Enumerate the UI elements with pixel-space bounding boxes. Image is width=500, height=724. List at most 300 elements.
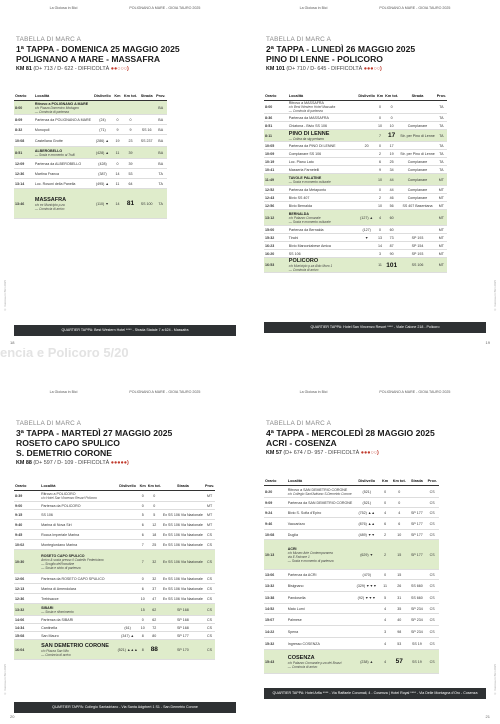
stage-km: KM 101 — [266, 66, 285, 72]
province-cell: CS — [425, 530, 439, 540]
province-cell: CS — [204, 584, 215, 594]
road-cell: SS 106 — [399, 258, 436, 273]
location-cell — [34, 101, 92, 115]
km-total-cell: 47 — [147, 594, 162, 604]
location-cell — [288, 258, 358, 273]
province-cell: TA — [436, 101, 447, 114]
km-cell: 9 — [113, 125, 122, 135]
location-note: c/o Piazza Domenico Modugno — [34, 105, 79, 110]
column-header: Orario — [264, 477, 287, 486]
province-cell: TA — [436, 158, 447, 166]
time-cell: 10:02 — [14, 540, 40, 550]
time-cell: 16:20 — [264, 250, 288, 258]
km-cell: 2 — [380, 540, 390, 570]
km-total-cell: 34 — [384, 166, 399, 174]
km-cell: 9 — [376, 166, 384, 174]
km-total-cell: 0 — [384, 114, 399, 122]
page-number: 19 — [485, 340, 490, 345]
location-note: c/o Museo Arte Contemporanea — [287, 550, 333, 555]
km-cell: 0 — [376, 101, 384, 114]
province-cell: MT — [436, 226, 447, 234]
road-cell — [399, 210, 436, 226]
km-cell — [113, 101, 122, 115]
time-cell: 15:00 — [264, 226, 288, 234]
location-note: c/o Best Western Hotel Massafra — [288, 105, 336, 109]
stage-route: ROSETO CAPO SPULICO — [16, 438, 120, 448]
difficulty-dots: ●●●○○) — [363, 66, 382, 72]
location-name: Partenza da ALBEROBELLO — [34, 161, 82, 166]
itinerary-row — [264, 202, 447, 210]
province-cell: CS — [204, 530, 215, 540]
km-total-cell: 53 — [390, 638, 408, 650]
time-cell: 8:36 — [264, 114, 288, 122]
road-cell: Str. per Pino di Lenne — [399, 130, 436, 142]
km-cell: 11 — [113, 147, 122, 159]
location-name: Palmese — [287, 617, 302, 622]
location-name: Rocca Imperiale Marina — [41, 532, 80, 537]
itinerary-row — [14, 125, 167, 135]
province-cell: CS — [425, 540, 439, 570]
road-cell: Ex SS 106 Via Nazionale — [162, 540, 204, 550]
province-cell: MT — [204, 520, 215, 530]
km-cell: 10 — [376, 122, 384, 130]
location-name: Monopoli — [34, 127, 50, 132]
location-cell — [288, 250, 358, 258]
stage-page-4 — [250, 384, 500, 724]
km-total-cell: 15 — [390, 570, 408, 580]
time-cell: 16:04 — [14, 640, 40, 660]
km-total-cell: 23 — [122, 135, 139, 147]
time-cell: 9:45 — [14, 530, 40, 540]
road-cell: Complanare — [399, 186, 436, 194]
location-note: — Sosta e stoto di partenza — [41, 565, 81, 570]
elevation-cell — [353, 604, 380, 614]
road-cell: SP 193 — [399, 250, 436, 258]
location-cell — [288, 174, 358, 186]
stage-route: PINO DI LENNE - POLICORO — [266, 54, 383, 64]
km-total-cell: 10 — [384, 122, 399, 130]
itinerary-row — [14, 510, 215, 520]
location-name: Loc. Pianu Lato — [288, 159, 314, 164]
location-note: via E.Falcone 1 — [287, 554, 310, 559]
header-right: POLIGNANO A MARE - GIOIA TAURO 2025 — [379, 390, 451, 394]
road-cell: SP 168 — [162, 624, 204, 632]
km-cell: 11 — [376, 258, 384, 273]
time-cell: 9:46 — [264, 518, 287, 530]
km-total-cell: 6 — [390, 518, 408, 530]
itinerary-row — [264, 250, 447, 258]
stage-page-3 — [0, 384, 250, 724]
time-cell: 9:15 — [14, 510, 40, 520]
km-total-cell: 32 — [147, 550, 162, 574]
km-cell: 10 — [376, 202, 384, 210]
stage-hotel-footer: QUARTIER TAPPA: Collegio Santadriano - Via Santa Adgrbert 1 S1 - San Demetrio Corone — [14, 702, 236, 713]
location-name: Martina Franca — [34, 171, 60, 176]
column-header: Dislivello — [92, 92, 113, 101]
km-cell: 4 — [380, 638, 390, 650]
location-name: Marina di Amendolara — [41, 586, 77, 591]
time-cell: 8:00 — [14, 101, 34, 115]
stage-distance — [16, 460, 234, 466]
elevation-cell: (428) — [92, 159, 113, 169]
province-cell: MT — [204, 502, 215, 510]
location-cell — [287, 650, 354, 674]
location-cell — [288, 186, 358, 194]
km-total-cell: 17 — [384, 130, 399, 142]
time-cell: 8:51 — [264, 122, 288, 130]
location-note: c/o Hotel San Vincenzo Resort Policoro — [41, 496, 97, 500]
itinerary-row — [264, 150, 447, 158]
elevation-cell — [117, 574, 139, 584]
stage-distance — [266, 450, 484, 456]
itinerary-row — [264, 498, 439, 508]
road-cell: SS 16 — [139, 125, 154, 135]
location-cell — [40, 624, 116, 632]
stage-hotel-footer: QUARTIER TAPPA: Best Western Hotel **** - Strada Statale 7 a 624 - Massafra — [14, 325, 236, 336]
km-total-cell: 4 — [390, 508, 408, 518]
km-total-cell: 44 — [384, 186, 399, 194]
itinerary-row — [264, 530, 439, 540]
location-cell — [287, 592, 354, 604]
km-total-cell: 53 — [122, 169, 139, 179]
header-left: La Gioiosa in Bici — [299, 6, 328, 10]
time-cell: 13:32 — [264, 580, 287, 592]
running-header — [250, 390, 500, 394]
province-cell: CS — [204, 604, 215, 616]
itinerary-row — [264, 604, 439, 614]
km-total-cell: 31 — [390, 592, 408, 604]
location-note: — Comincia di partenza — [288, 109, 323, 113]
location-note: — Colina da stg pertamo — [288, 136, 325, 141]
stage-title-block — [266, 420, 484, 456]
elevation-cell: (61) — [117, 624, 139, 632]
km-total-cell: 88 — [147, 640, 162, 660]
province-cell: CS — [204, 632, 215, 640]
km-cell: 0 — [376, 114, 384, 122]
time-cell: 8:51 — [14, 147, 34, 159]
location-name: COSENZA — [287, 654, 315, 661]
column-header: Località — [287, 477, 354, 486]
stage-hotel-footer: QUARTIER TAPPA: Hotel Arfla **** - Via Raffaele Corumali, 4 - Cosenza | Hotel Royal **** - Via Delle Montagna d'Oro - Cosenza — [264, 688, 486, 699]
stage-date: 2ª TAPPA - LUNEDÌ 26 MAGGIO 2025 — [266, 44, 416, 54]
province-cell: CS — [425, 592, 439, 604]
km-total-cell: 0 — [147, 491, 162, 502]
location-note: c/o Palazzo Comunale — [288, 215, 321, 220]
km-cell: 11 — [113, 179, 122, 189]
road-cell — [162, 491, 204, 502]
km-cell: 10 — [139, 624, 147, 632]
location-name: Partenza da SAN DEMETRIO CORONE — [287, 500, 353, 505]
location-name: MASSAFRA — [34, 196, 67, 203]
elevation-cell — [357, 250, 376, 258]
km-total-cell: 0 — [390, 498, 408, 508]
itinerary-row — [14, 616, 215, 624]
km-total-cell: 0 — [390, 486, 408, 498]
km-cell: 0 — [376, 186, 384, 194]
km-total-cell: 60 — [384, 226, 399, 234]
location-name: Bivio SS 407 — [288, 195, 310, 200]
column-header: Prov. — [425, 477, 439, 486]
itinerary-row — [264, 592, 439, 604]
time-cell: 8:11 — [264, 130, 288, 142]
province-cell: TA — [154, 179, 167, 189]
time-cell: 12:43 — [264, 194, 288, 202]
km-total-cell: 64 — [122, 179, 139, 189]
time-cell: 8:39 — [14, 491, 40, 502]
province-cell: CS — [425, 518, 439, 530]
stage-title-block — [266, 36, 484, 72]
itinerary-row — [14, 179, 167, 189]
column-header: Dislivello — [353, 477, 380, 486]
province-cell: MT — [436, 250, 447, 258]
column-header: Km — [380, 477, 390, 486]
road-cell: SP 177 — [162, 632, 204, 640]
time-cell: 10:08 — [264, 530, 287, 540]
stage-km: KM 81 — [16, 66, 32, 72]
elevation-cell — [357, 101, 376, 114]
location-cell — [40, 540, 116, 550]
km-cell: 0 — [376, 142, 384, 150]
elevation-cell — [357, 242, 376, 250]
km-total-cell: 90 — [384, 250, 399, 258]
location-name: Partenza da MASSAFRA — [288, 115, 329, 120]
stage-date: 1ª TAPPA - DOMENICA 25 MAGGIO 2025 — [16, 44, 180, 54]
km-total-cell — [122, 101, 139, 115]
km-cell: 4 — [380, 650, 390, 674]
time-cell: 12:36 — [14, 594, 40, 604]
road-cell: SP 168 — [162, 616, 204, 624]
province-cell: CS — [425, 508, 439, 518]
province-cell: MT — [436, 174, 447, 186]
km-cell: 14 — [376, 242, 384, 250]
elevation-cell: (470) — [353, 570, 380, 580]
km-cell: 14 — [113, 169, 122, 179]
province-cell: CS — [204, 550, 215, 574]
itinerary-row — [264, 486, 439, 498]
province-cell: MT — [204, 510, 215, 520]
time-cell: 15:43 — [264, 650, 287, 674]
itinerary-table — [264, 477, 439, 674]
km-total-cell: 46 — [384, 194, 399, 202]
time-cell: 12:09 — [14, 159, 34, 169]
location-name: San Mauro — [41, 633, 59, 638]
km-total-cell: 12 — [147, 520, 162, 530]
location-cell — [288, 210, 358, 226]
time-cell: 15:07 — [264, 614, 287, 626]
location-name: Ritrovo a POLICORO — [41, 492, 76, 496]
province-cell: CS — [204, 624, 215, 632]
location-note: — Scoglio dell'Incudine — [41, 561, 75, 566]
elevation-cell: (521) — [353, 486, 380, 498]
time-cell: 13:38 — [264, 592, 287, 604]
km-total-cell: 18 — [147, 530, 162, 540]
time-cell: 9:00 — [14, 502, 40, 510]
itinerary-row — [264, 626, 439, 638]
km-cell: 7 — [376, 130, 384, 142]
itinerary-row — [14, 530, 215, 540]
province-cell: TA — [436, 166, 447, 174]
time-cell: 14:34 — [14, 624, 40, 632]
side-credit: © Gioiosa in Bici 2025 — [3, 664, 7, 696]
road-cell: SS 660 — [408, 580, 425, 592]
km-cell: 19 — [113, 135, 122, 147]
km-cell: 15 — [139, 604, 147, 616]
road-cell: SS 19 — [408, 650, 425, 674]
location-name: Spena — [287, 629, 299, 634]
km-cell: 0 — [380, 570, 390, 580]
road-cell — [399, 226, 436, 234]
location-note: c/o Municipio p.za Aldo Moro 1 — [288, 264, 333, 268]
road-cell: Str. per Pino di Lenne — [400, 151, 435, 156]
province-cell: MT — [436, 258, 447, 273]
itinerary-row — [264, 101, 447, 114]
location-cell — [288, 114, 358, 122]
km-total-cell: 39 — [122, 159, 139, 169]
time-cell: 13:12 — [264, 210, 288, 226]
province-cell: CS — [425, 486, 439, 498]
stage-elevation: (D+ 674 / D- 957 - DIFFICOLTÀ — [283, 450, 360, 456]
road-cell: SP 154 — [399, 242, 436, 250]
km-total-cell: 19 — [384, 150, 399, 158]
table-label: TABELLA DI MARC A — [266, 36, 332, 43]
side-credit: © Gioiosa in Bici 2025 — [493, 664, 497, 696]
elevation-cell — [117, 491, 139, 502]
time-cell: 10:41 — [264, 166, 288, 174]
road-cell: SP 170 — [162, 640, 204, 660]
km-cell: 2 — [376, 150, 384, 158]
itinerary-row — [264, 242, 447, 250]
stage-elevation: (D+ 713 / D- 622 - DIFFICOLTÀ — [33, 66, 110, 72]
elevation-cell — [357, 194, 376, 202]
location-name: Castellana Grotte — [34, 138, 63, 143]
elevation-cell — [357, 174, 376, 186]
elevation-cell — [357, 158, 376, 166]
column-header: Km tot. — [147, 482, 162, 491]
road-cell: Complanare — [399, 122, 436, 130]
location-cell — [34, 179, 92, 189]
location-cell — [34, 147, 92, 159]
location-name: ROSETO CAPO SPULICO — [41, 553, 85, 558]
province-cell: CS — [204, 640, 215, 660]
time-cell: 8:20 — [264, 486, 287, 498]
km-total-cell: 101 — [384, 258, 399, 273]
elevation-cell: (110) ▼ — [92, 189, 113, 219]
location-name: Chiatona - Bivio SS 106 — [288, 123, 327, 128]
itinerary-row — [264, 638, 439, 650]
page-number: 21 — [485, 714, 490, 719]
stage-km: KM 88 — [16, 460, 32, 466]
column-header: Prov. — [436, 92, 447, 101]
stage-route-2: S. DEMETRIO CORONE — [16, 448, 112, 458]
location-cell — [287, 498, 354, 508]
km-total-cell: 57 — [390, 650, 408, 674]
location-cell — [40, 491, 116, 502]
location-name: Cantinella — [41, 625, 58, 630]
side-credit: © Gioiosa in Bici 2025 — [493, 280, 497, 312]
column-header: Strada — [139, 92, 154, 101]
itinerary-row — [264, 650, 439, 674]
itinerary-row — [264, 210, 447, 226]
location-name: Vaccarizzo — [287, 521, 306, 526]
km-cell: 0 — [139, 574, 147, 584]
elevation-cell — [357, 186, 376, 194]
elevation-cell: (347) ▲ — [117, 632, 139, 640]
elevation-cell: (752) ▲▲ — [353, 508, 380, 518]
elevation-cell — [117, 530, 139, 540]
location-name: Partenza da SIBARI — [41, 617, 74, 622]
km-total-cell: 15 — [390, 540, 408, 570]
km-cell: 7 — [139, 550, 147, 574]
column-header: Km tot. — [384, 92, 399, 101]
elevation-cell — [117, 502, 139, 510]
elevation-cell: (71) — [92, 125, 113, 135]
itinerary-row — [264, 540, 439, 570]
location-name: Bivio S. Sofia d'Epiro — [287, 510, 322, 515]
km-total-cell: 25 — [147, 540, 162, 550]
road-cell — [408, 570, 425, 580]
itinerary-row — [14, 594, 215, 604]
location-note: — Comincia di arrivo — [41, 652, 71, 657]
road-cell: Complanare — [399, 166, 436, 174]
km-cell: 0 — [113, 159, 122, 169]
province-cell: CS — [425, 498, 439, 508]
location-note: — Comincia di arrivo — [34, 206, 65, 211]
time-cell: 9:24 — [264, 508, 287, 518]
background-text-strip — [0, 348, 500, 384]
km-cell: 11 — [380, 580, 390, 592]
province-cell: MT — [204, 491, 215, 502]
elevation-cell — [357, 122, 376, 130]
location-name: Partenza da ROSETO CAPO SPULICO — [41, 576, 105, 581]
location-note: — Sosta e rifornimento — [41, 609, 74, 614]
table-header-row — [264, 92, 447, 101]
itinerary-row — [14, 632, 215, 640]
running-header — [0, 390, 250, 394]
km-cell: 4 — [376, 210, 384, 226]
km-total-cell: 37 — [147, 584, 162, 594]
location-name: Masseria Farnetelli — [288, 167, 320, 172]
km-cell: 6 — [139, 530, 147, 540]
page-number: 20 — [10, 714, 15, 719]
km-cell: 0 — [380, 498, 390, 508]
km-cell: 7 — [139, 540, 147, 550]
location-cell — [34, 115, 92, 125]
province-cell: MT — [436, 202, 447, 210]
location-name: Mato Lumi — [287, 606, 305, 611]
road-cell: SP 193 — [399, 234, 436, 242]
province-cell: BA — [154, 147, 167, 159]
km-total-cell: 44 — [384, 174, 399, 186]
province-cell: TA — [436, 150, 447, 158]
location-cell — [287, 638, 354, 650]
stage-distance — [16, 66, 234, 72]
difficulty-dots: ●●○○○) — [110, 66, 129, 72]
km-cell: 0 — [139, 616, 147, 624]
location-cell — [34, 169, 92, 179]
location-cell — [288, 101, 358, 114]
km-cell: 8 — [139, 632, 147, 640]
location-cell — [34, 159, 92, 169]
road-cell: SS 19 — [408, 638, 425, 650]
province-cell: CS — [425, 626, 439, 638]
location-note: — Comincia di arrivo — [287, 664, 318, 669]
location-name: Montegiordano Marina — [41, 542, 78, 547]
location-cell — [34, 189, 92, 219]
location-cell — [288, 242, 358, 250]
time-cell: 13:06 — [264, 570, 287, 580]
header-right: POLIGNANO A MARE - GIOIA TAURO 2025 — [129, 390, 201, 394]
elevation-cell — [357, 150, 376, 158]
